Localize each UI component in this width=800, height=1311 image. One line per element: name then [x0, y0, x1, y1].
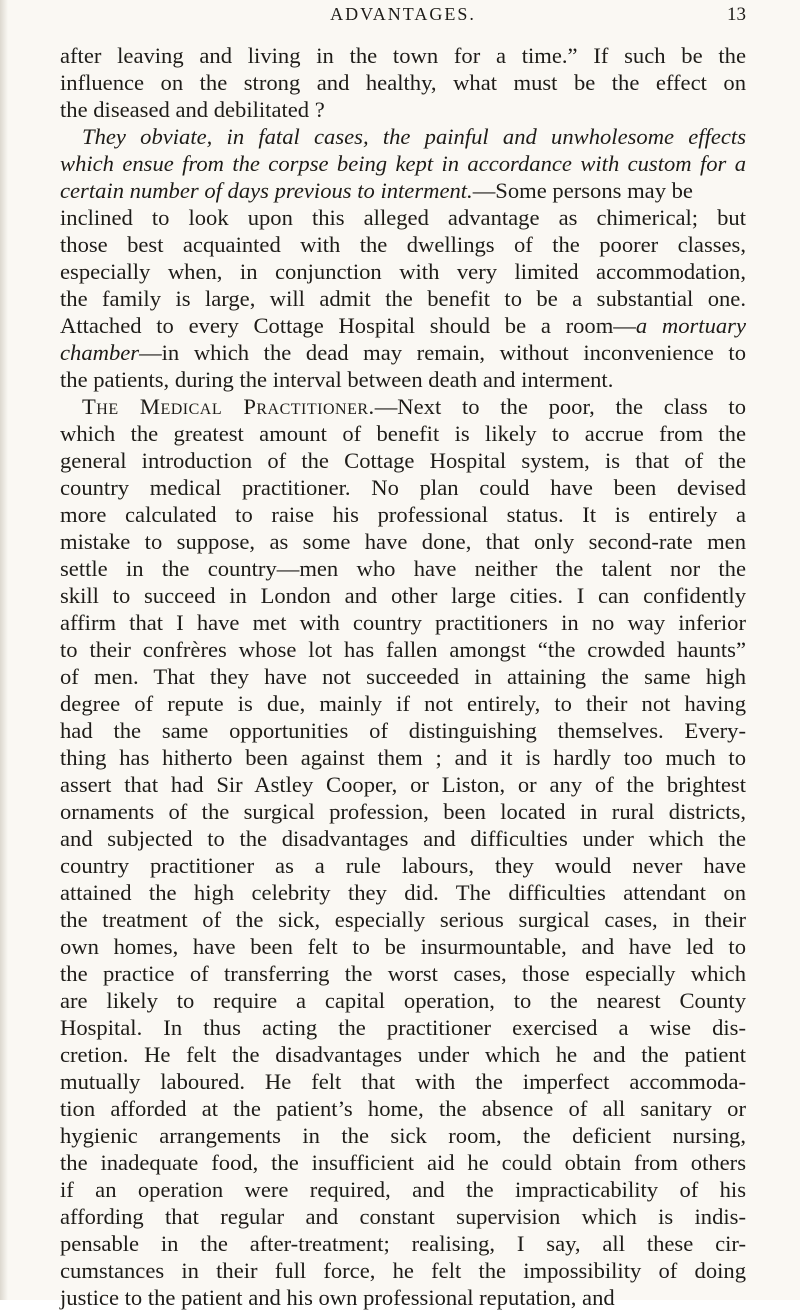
text-line [60, 636, 746, 663]
text-line [60, 1176, 746, 1203]
text-run: the patients, during the interval between death and interment. [60, 367, 614, 392]
text-line [60, 555, 746, 582]
text-line [60, 447, 746, 474]
italic-text: which ensue from the corpse being kept in accordance with custom for a [60, 151, 746, 176]
text-run: influence on the strong and healthy, what must be the effect on [60, 70, 746, 95]
text-run: skill to succeed in London and other large cities. I can confidently [60, 583, 746, 608]
section-heading: The Medical Practitioner. [82, 394, 375, 419]
text-line [60, 879, 746, 906]
text-line [60, 123, 746, 150]
text-run: ornaments of the surgical profession, been located in rural districts, [60, 799, 746, 824]
text-line [60, 474, 746, 501]
text-run: general introduction of the Cottage Hospital system, is that of the [60, 448, 746, 473]
text-run: which the greatest amount of benefit is likely to accrue from the [60, 421, 746, 446]
text-run: Hospital. In thus acting the practitioner exercised a wise dis- [60, 1015, 746, 1040]
text-line [60, 177, 746, 204]
text-line [60, 798, 746, 825]
text-line [60, 42, 746, 69]
text-run: affording that regular and constant supervision which is indis- [60, 1204, 746, 1229]
text-run: and subjected to the disadvantages and difficulties under which the [60, 826, 746, 851]
text-run: affirm that I have met with country practitioners in no way inferior [60, 610, 746, 635]
text-run: own homes, have been felt to be insurmountable, and have led to [60, 934, 746, 959]
text-line [60, 69, 746, 96]
text-run: the practice of transferring the worst cases, those especially which [60, 961, 746, 986]
text-line [60, 663, 746, 690]
text-run: country practitioner as a rule labours, they would never have [60, 853, 746, 878]
text-line [60, 366, 746, 393]
text-line [60, 582, 746, 609]
italic-text: a mortuary [635, 313, 746, 338]
italic-text: They obviate, in fatal cases, the painful and unwholesome effects [82, 124, 746, 149]
italic-text: certain number of days previous to interment. [60, 178, 473, 203]
text-line [60, 906, 746, 933]
text-run: mutually laboured. He felt that with the imperfect accommoda- [60, 1069, 746, 1094]
running-head: ADVANTAGES. [330, 4, 476, 24]
text-line [60, 852, 746, 879]
text-line [60, 285, 746, 312]
text-line [60, 96, 746, 123]
text-run: cretion. He felt the disadvantages under which he and the patient [60, 1042, 746, 1067]
text-run: Attached to every Cottage Hospital should be a room— [60, 313, 636, 338]
text-run: the family is large, will admit the benefit to be a substantial one. [60, 286, 746, 311]
text-line [60, 771, 746, 798]
text-run: the diseased and debilitated ? [60, 97, 325, 122]
text-run: inclined to look upon this alleged advantage as chimerical; but [60, 205, 746, 230]
page-gutter-shadow [0, 0, 8, 1300]
text-run: the inadequate food, the insufficient aid he could obtain from others [60, 1150, 746, 1175]
page-header [60, 4, 746, 32]
text-line [60, 258, 746, 285]
text-line [60, 150, 746, 177]
text-line [60, 501, 746, 528]
text-run: especially when, in conjunction with very limited accommodation, [60, 259, 746, 284]
text-line [60, 1014, 746, 1041]
text-run: mistake to suppose, as some have done, that only second-rate men [60, 529, 746, 554]
text-line [60, 609, 746, 636]
text-line [60, 312, 746, 339]
text-line [60, 1068, 746, 1095]
body-text [60, 42, 746, 1310]
text-run: degree of repute is due, mainly if not entirely, to their not having [60, 691, 746, 716]
text-line [60, 987, 746, 1014]
text-run: after leaving and living in the town for a time.” If such be the [60, 43, 746, 68]
text-run: cumstances in their full force, he felt the impossibility of doing [60, 1258, 746, 1283]
text-run: hygienic arrangements in the sick room, the deficient nursing, [60, 1123, 746, 1148]
text-run: attained the high celebrity they did. The difficulties attendant on [60, 880, 746, 905]
text-run: those best acquainted with the dwellings of the poorer classes, [60, 232, 746, 257]
text-run: settle in the country—men who have neither the talent nor the [60, 556, 746, 581]
text-line [60, 420, 746, 447]
text-run: country medical practitioner. No plan could have been devised [60, 475, 746, 500]
text-line [60, 717, 746, 744]
text-run: to their confrères whose lot has fallen amongst “the crowded haunts” [60, 637, 746, 662]
text-line [60, 960, 746, 987]
text-line [60, 690, 746, 717]
text-line [60, 339, 746, 366]
text-run: —in which the dead may remain, without inconvenience to [139, 340, 746, 365]
text-run: assert that had Sir Astley Cooper, or Liston, or any of the brightest [60, 772, 746, 797]
text-run: more calculated to raise his professional status. It is entirely a [60, 502, 746, 527]
text-run: pensable in the after-treatment; realising, I say, all these cir- [60, 1231, 746, 1256]
text-run: —Some persons may be [472, 178, 693, 203]
text-run: are likely to require a capital operation, to the nearest County [60, 988, 746, 1013]
text-line [60, 528, 746, 555]
text-line [60, 204, 746, 231]
text-line [60, 744, 746, 771]
text-line [60, 1095, 746, 1122]
italic-text: chamber [60, 340, 140, 365]
text-run: thing has hitherto been against them ; and it is hardly too much to [60, 745, 746, 770]
text-line [60, 1203, 746, 1230]
text-line [60, 1041, 746, 1068]
text-line [60, 1122, 746, 1149]
text-line [60, 933, 746, 960]
text-line [60, 1230, 746, 1257]
text-line [60, 1257, 746, 1284]
text-line [60, 825, 746, 852]
text-line [60, 1149, 746, 1176]
text-line [60, 1284, 746, 1311]
text-run: if an operation were required, and the impracticability of his [60, 1177, 746, 1202]
text-run: the treatment of the sick, especially serious surgical cases, in their [60, 907, 746, 932]
page-number: 13 [727, 4, 746, 25]
text-run: had the same opportunities of distinguishing themselves. Every- [60, 718, 746, 743]
text-run: —Next to the poor, the class to [374, 394, 746, 419]
text-line [60, 393, 746, 420]
text-run: justice to the patient and his own professional reputation, and [60, 1285, 615, 1310]
text-run: tion afforded at the patient’s home, the absence of all sanitary or [60, 1096, 746, 1121]
text-line [60, 231, 746, 258]
text-run: of men. That they have not succeeded in attaining the same high [60, 664, 746, 689]
